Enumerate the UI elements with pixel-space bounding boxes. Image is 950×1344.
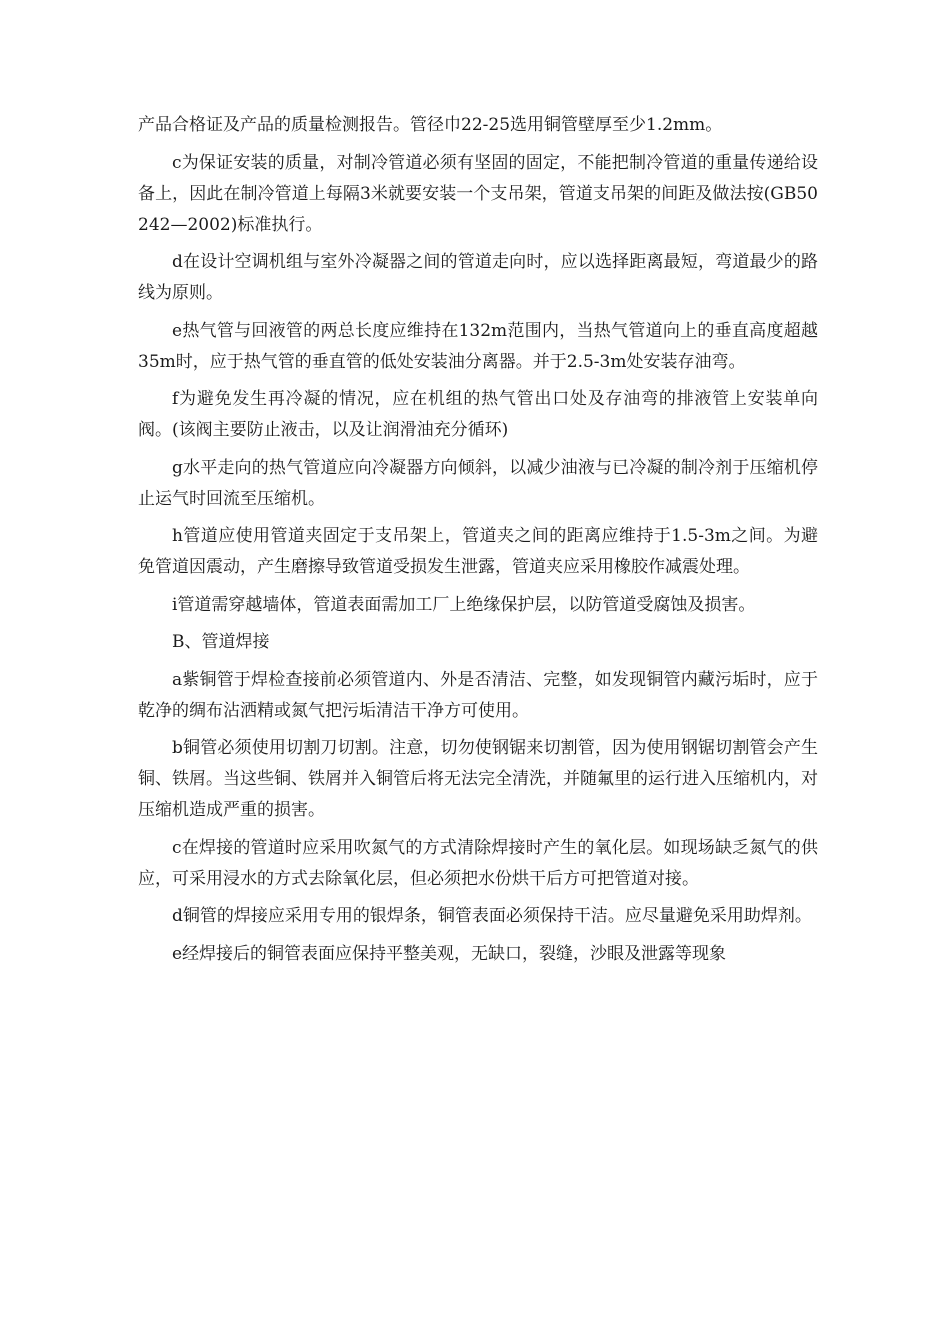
paragraph-item-g-slope: g水平走向的热气管道应向冷凝器方向倾斜，以减少油液与已冷凝的制冷剂于压缩机停止运气时回流至压缩机。 — [138, 457, 818, 509]
paragraph-item-d-solder: d铜管的焊接应采用专用的银焊条，铜管表面必须保持干洁。应尽量避免采用助焊剂。 — [172, 906, 812, 926]
paragraph-item-h-clamps: h管道应使用管道夹固定于支吊架上，管道夹之间的距离应维持于1.5-3m之间。为避免管道因震动，产生磨擦导致管道受损发生泄露，管道夹应采用橡胶作减震处理。 — [138, 526, 818, 577]
paragraph-item-a-clean: a紫铜管于焊检查接前必须管道内、外是否清洁、完整，如发现铜管内藏污垢时，应于乾净的绸布沾洒精或氮气把污垢清洁干净方可使用。 — [138, 669, 818, 721]
paragraph-item-e-finish: e经焊接后的铜管表面应保持平整美观，无缺口，裂缝，沙眼及泄露等现象 — [172, 943, 727, 964]
paragraph-item-e-length: e热气管与回液管的两总长度应维持在132m范围内，当热气管道向上的垂直高度超越35m时，应于热气管的垂直管的低处安装油分离器。并于2.5-3m处安装存油弯。 — [138, 320, 818, 372]
paragraph-item-f-check-valve: f为避免发生再冷凝的情况，应在机组的热气管出口处及存油弯的排液管上安装单向阀。(该阀主要防止液击，以及让润滑油充分循环) — [138, 389, 818, 440]
paragraph-item-c-nitrogen: c在焊接的管道时应采用吹氮气的方式清除焊接时产生的氧化层。如现场缺乏氮气的供应，可采用浸水的方式去除氧化层，但必须把水份烘干后方可把管道对接。 — [138, 837, 818, 889]
document-page — [138, 110, 818, 976]
paragraph-item-d-routing: d在设计空调机组与室外冷凝器之间的管道走向时，应以选择距离最短，弯道最少的路线为原则。 — [138, 252, 818, 303]
paragraph-item-c-support: c为保证安装的质量，对制冷管道必须有坚固的固定，不能把制冷管道的重量传递给设备上，因此在制冷管道上每隔3米就要安装一个支吊架，管道支吊架的间距及做法按(GB50242—2002)标准执行。 — [138, 152, 818, 235]
section-heading-welding: B、管道焊接 — [172, 632, 270, 652]
paragraph-item-i-wall: i管道需穿越墙体，管道表面需加工厂上绝缘保护层，以防管道受腐蚀及损害。 — [172, 594, 756, 615]
paragraph-continuation: 产品合格证及产品的质量检测报告。管径巾22-25选用铜管壁厚至少1.2mm。 — [138, 115, 723, 135]
paragraph-item-b-cutting: b铜管必须使用切割刀切割。注意，切勿使钢锯来切割管，因为使用钢锯切割管会产生铜、铁屑。当这些铜、铁屑并入铜管后将无法完全清洗，并随氟里的运行进入压缩机内，对压缩机造成严重的损害。 — [138, 738, 818, 820]
